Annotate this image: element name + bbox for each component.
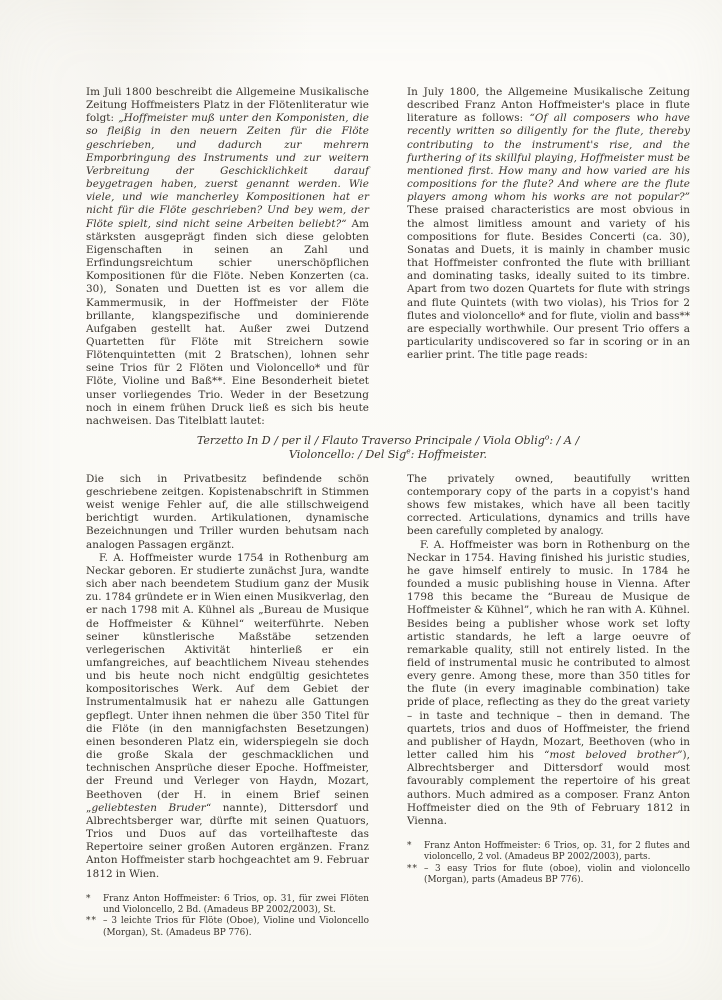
footnote-marker: ** bbox=[86, 916, 97, 927]
english-paragraph-1: In July 1800, the Allgemeine Musikalische Zeitung described Franz Anton Hoffmeister's place in flute literature as follows: “Of all composers who have recently written so diligently for the flute, thereby contributing to the instrument's rise, and the furthering of its skillful playing, Hoffmeister must be mentioned first. How many and how varied are his compositions for the flute? And where are the flute players among whom his works are not popular?” These praised characteristics are most obvious in the almost limitless amount and variety of his compositions for flute. Besides Concerti (ca. 30), Sonatas and Duets, it is mainly in chamber music that Hoffmeister confronted the flute with brilliant and dominating tasks, ideally suited to its timbre. Apart from two dozen Quartets for flute with strings and flute Quintets (with two violas), his Trios for 2 flutes and violoncello* and for flute, violin and bass** are especially worthwhile. Our present Trio offers a particularity undiscovered so far in scoring or in an earlier print. The title page reads: bbox=[407, 86, 691, 362]
superscript-o: o bbox=[544, 432, 550, 442]
english-column-upper bbox=[407, 86, 690, 432]
german-paragraph-2: Die sich in Privatbesitz befindende schön geschriebene zeitgen. Kopistenabschrift in Stimmen weist wenige Fehler auf, die alle stillschweigend berichtigt wurden. Artikulationen, dynamische Bezeichnungen und Triller wurden behutsam nach analogen Passagen ergänzt. bbox=[86, 472, 369, 551]
footnote-text: – 3 leichte Trios für Flöte (Oboe), Violine und Violoncello (Morgan), St. (Amadeus BP 776). bbox=[103, 916, 369, 938]
english-column-lower bbox=[407, 473, 690, 939]
german-paragraph-3: F. A. Hoffmeister wurde 1754 in Rothenburg am Neckar geboren. Er studierte zunächst Jura, wandte sich aber nach beendetem Studium ganz der Musik zu. 1784 gründete er in Wien einen Musikverlag, den er nach 1798 mit A. Kühnel als „Bureau de Musique de Hoffmeister & Kühnel“ weiterführte. Neben seiner künstlerische Maßstäbe setzenden verlegerischen Aktivität hinterließ er ein umfangreiches, auf beachtlichem Niveau stehendes und bis heute noch nicht endgültig gesichtetes kompositorisches Werk. Auf dem Gebiet der Instrumentalmusik hat er nahezu alle Gattungen gepflegt. Unter ihnen nehmen die über 350 Titel für die Flöte (in den mannigfachsten Besetzungen) einen besonderen Platz ein, widerspiegeln sie doch die große Skala der geschmacklichen und technischen Ansprüche dieser Epoche. Hoffmeister, der Freund und Verleger von Haydn, Mozart, Beethoven (der H. in einem Brief seinen „geliebtesten Bruder“ nannte), Dittersdorf und Albrechtsberger war, dürfte mit seinen Quatuors, Trios und Duos auf das vorteilhafteste das Repertoire seiner großen Autoren ergänzen. Franz Anton Hoffmeister starb hochgeachtet am 9. Februar 1812 in Wien. bbox=[86, 551, 369, 880]
title-plate-line-2: Violoncello: / Del Sig$^e$: Hoffmeister. bbox=[288, 446, 488, 462]
english-paragraph-2: The privately owned, beautifully written contemporary copy of the parts in a copyist's hand shows few mistakes, which have all been tacitly corrected. Articulations, dynamics and trills have been carefully completed by analogy. bbox=[407, 472, 690, 538]
english-paragraph-3: F. A. Hoffmeister was born in Rothenburg on the Neckar in 1754. Having finished his juristic studies, he gave himself entirely to music. In 1784 he founded a music publishing house in Vienna. After 1798 this became the “Bureau de Musique de Hoffmeister & Kühnel”, which he ran with A. Kühnel. Besides being a publisher whose work set lofty artistic standards, he left a large oeuvre of remarkable quality, still not entirely listed. In the field of instrumental music he contributed to almost every genre. Among these, more than 350 titles for the flute (in every imaginable combination) take pride of place, reflecting as they do the great variety – in taste and technique – then in demand. The quartets, trios and duos of Hoffmeister, the friend and publisher of Haydn, Mozart, Beethoven (who in letter called him his “most beloved brother”), Albrechtsberger and Dittersdorf would most favourably complement the repertoire of his great authors. Much admired as a composer. Franz Anton Hoffmeister died on the 9th of February 1812 in Vienna. bbox=[407, 538, 690, 827]
upper-text-columns bbox=[86, 86, 690, 432]
footnote-marker: ** bbox=[407, 863, 418, 874]
page-content bbox=[86, 86, 690, 939]
english-footnotes bbox=[407, 841, 690, 886]
footnote-text: Franz Anton Hoffmeister: 6 Trios, op. 31, for 2 flutes and violoncello, 2 vol. (Amadeus BP 2002/2003), parts. bbox=[424, 841, 690, 863]
title-plate-line-1: Terzetto In D / per il / Flauto Traverso Principale / Viola Oblig$^o$: / A / bbox=[196, 432, 580, 447]
footnote-marker: * bbox=[86, 893, 92, 904]
footnote-marker: * bbox=[407, 841, 413, 852]
footnote bbox=[86, 894, 369, 917]
title-page-transcription bbox=[86, 434, 690, 463]
lower-text-columns bbox=[86, 473, 690, 939]
footnote-text: Franz Anton Hoffmeister: 6 Trios, op. 31, für zwei Flöten und Violoncello, 2 Bd. (Amadeus BP 2002/2003), St. bbox=[103, 893, 369, 915]
german-column-upper bbox=[86, 86, 369, 432]
footnote-text: – 3 easy Trios for flute (oboe), violin and violoncello (Morgan), parts (Amadeus BP 776). bbox=[424, 863, 690, 885]
german-column-lower bbox=[86, 473, 369, 939]
footnote bbox=[407, 841, 690, 864]
footnote bbox=[86, 916, 369, 939]
footnote bbox=[407, 864, 690, 887]
german-footnotes bbox=[86, 894, 369, 939]
german-paragraph-1: Im Juli 1800 beschreibt die Allgemeine Musikalische Zeitung Hoffmeisters Platz in der Flötenliteratur wie folgt: „Hoffmeister muß unter den Komponisten, die so fleißig in den neuern Zeiten für die Flöte geschrieben, und dadurch zur mehrern Emporbringung des Instruments und zur weitern Verbreitung der Geschicklichkeit darauf beygetragen haben, zuerst genannt werden. Wie viele, und wie mancherley Kompositionen hat er nicht für die Flöte geschrieben? Und bey wem, der Flöte spielt, sind nicht seine Arbeiten beliebt?“ Am stärksten ausgeprägt finden sich diese gelobten Eigenschaften in seinen an Zahl und Erfindungsreichtum schier unerschöpflichen Kompositionen für die Flöte. Neben Konzerten (ca. 30), Sonaten und Duetten ist es vor allem die Kammermusik, in der Hoffmeister der Flöte brillante, klangspezifische und dominierende Aufgaben gestellt hat. Außer zwei Dutzend Quartetten für Flöte mit Streichern sowie Flötenquintetten (mit 2 Bratschen), lohnen sehr seine Trios für 2 Flöten und Violoncello* und für Flöte, Violine und Baß**. Eine Besonderheit bietet unser vorliegendes Trio. Weder in der Besetzung noch in einem frühen Druck ließ es sich bis heute nachweisen. Das Titelblatt lautet: bbox=[86, 86, 369, 427]
superscript-e: e bbox=[406, 446, 411, 456]
